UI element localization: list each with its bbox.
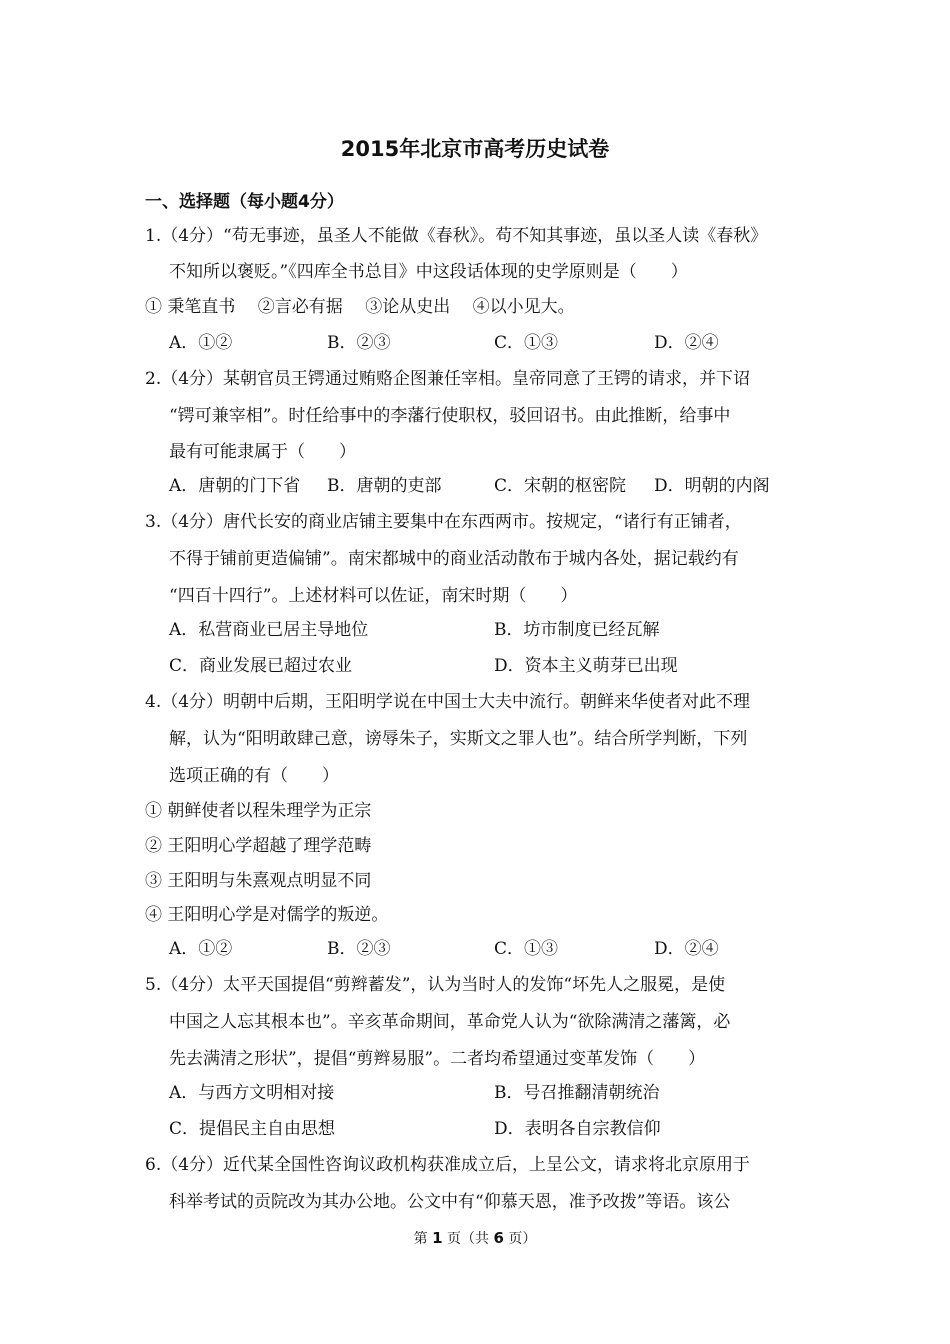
question-3-option-b[interactable]: B．坊市制度已经瓦解 <box>494 620 660 640</box>
question-3-line-3: “四百十四行”。上述材料可以佐证，南宋时期（ ） <box>169 586 578 606</box>
question-3-line-1: 3.（4分）唐代长安的商业店铺主要集中在东西两市。按规定，“诸行有正铺者， <box>145 512 742 532</box>
question-2-option-a[interactable]: A．唐朝的门下省 <box>169 476 301 496</box>
question-1-option-b[interactable]: B．②③ <box>327 333 391 353</box>
question-5-option-a[interactable]: A．与西方文明相对接 <box>169 1083 335 1103</box>
question-5-option-d[interactable]: D．表明各自宗教信仰 <box>494 1119 661 1139</box>
question-2-option-b[interactable]: B．唐朝的吏部 <box>327 476 442 496</box>
footer-suffix: 页） <box>508 1231 537 1247</box>
question-4-statement-3: ③ 王阳明与朱熹观点明显不同 <box>145 871 372 891</box>
question-5-line-1: 5.（4分）太平天国提倡“剪辫蓄发”，认为当时人的发饰“坏先人之服冕，是使 <box>145 975 726 995</box>
question-2-line-2: “锷可兼宰相”。时任给事中的李藩行使职权，驳回诏书。由此推断，给事中 <box>169 406 731 426</box>
question-5-line-3: 先去满清之形状”，提倡“剪辫易服”。二者均希望通过变革发饰（ ） <box>169 1049 706 1069</box>
question-5-option-b[interactable]: B．号召推翻清朝统治 <box>494 1083 660 1103</box>
question-4-option-b[interactable]: B．②③ <box>327 939 391 959</box>
footer-middle: 页（共 <box>447 1231 489 1247</box>
question-4-line-3: 选项正确的有（ ） <box>169 766 339 786</box>
question-4-statement-1: ① 朝鲜使者以程朱理学为正宗 <box>145 801 372 821</box>
question-5-line-2: 中国之人忘其根本也”。辛亥革命期间，革命党人认为“欲除满清之藩篱，必 <box>169 1012 731 1032</box>
question-3-line-2: 不得于铺前更造偏铺”。南宋都城中的商业活动散布于城内各处，据记载约有 <box>169 549 739 569</box>
question-6-line-1: 6.（4分）近代某全国性咨询议政机构获准成立后，上呈公文，请求将北京原用于 <box>145 1155 751 1175</box>
question-3-option-a[interactable]: A．私营商业已居主导地位 <box>169 620 369 640</box>
question-4-option-c[interactable]: C．①③ <box>494 939 559 959</box>
question-1-option-c[interactable]: C．①③ <box>494 333 559 353</box>
question-4-statement-4: ④ 王阳明心学是对儒学的叛逆。 <box>145 905 389 925</box>
question-1-line-1: 1.（4分）“苟无事迹，虽圣人不能做《春秋》。苟不知其事迹，虽以圣人读《春秋》 <box>145 226 768 246</box>
page-footer <box>0 1228 950 1248</box>
question-1-option-a[interactable]: A．①② <box>169 333 233 353</box>
question-3-option-d[interactable]: D．资本主义萌芽已出现 <box>494 656 678 676</box>
page-title: 2015年北京市高考历史试卷 <box>340 137 610 161</box>
footer-total-pages: 6 <box>493 1229 504 1247</box>
question-1-line-2: 不知所以褒贬。”《四库全书总目》中这段话体现的史学原则是（ ） <box>169 262 688 282</box>
question-2-option-d[interactable]: D．明朝的内阁 <box>654 476 770 496</box>
footer-page-number: 1 <box>432 1229 443 1247</box>
question-1-option-d[interactable]: D．②④ <box>654 333 719 353</box>
question-4-option-a[interactable]: A．①② <box>169 939 233 959</box>
question-2-line-1: 2.（4分）某朝官员王锷通过贿赂企图兼任宰相。皇帝同意了王锷的请求，并下诏 <box>145 369 751 389</box>
question-2-line-3: 最有可能隶属于（ ） <box>169 442 356 462</box>
question-6-line-2: 科举考试的贡院改为其办公地。公文中有“仰慕天恩，准予改拨”等语。该公 <box>169 1192 731 1212</box>
question-3-option-c[interactable]: C．商业发展已超过农业 <box>169 656 353 676</box>
footer-prefix: 第 <box>413 1231 428 1247</box>
question-2-option-c[interactable]: C．宋朝的枢密院 <box>494 476 627 496</box>
question-4-statement-2: ② 王阳明心学超越了理学范畴 <box>145 836 372 856</box>
question-4-option-d[interactable]: D．②④ <box>654 939 719 959</box>
question-4-line-1: 4.（4分）明朝中后期，王阳明学说在中国士大夫中流行。朝鲜来华使者对此不理 <box>145 692 751 712</box>
section-heading: 一、选择题（每小题4分） <box>145 192 344 212</box>
question-5-option-c[interactable]: C．提倡民主自由思想 <box>169 1119 336 1139</box>
question-4-line-2: 解，认为“阳明敢肆己意，谤辱朱子，实斯文之罪人也”。结合所学判断，下列 <box>169 729 748 749</box>
question-1-statements: ① 秉笔直书 ②言必有据 ③论从史出 ④以小见大。 <box>145 297 575 317</box>
